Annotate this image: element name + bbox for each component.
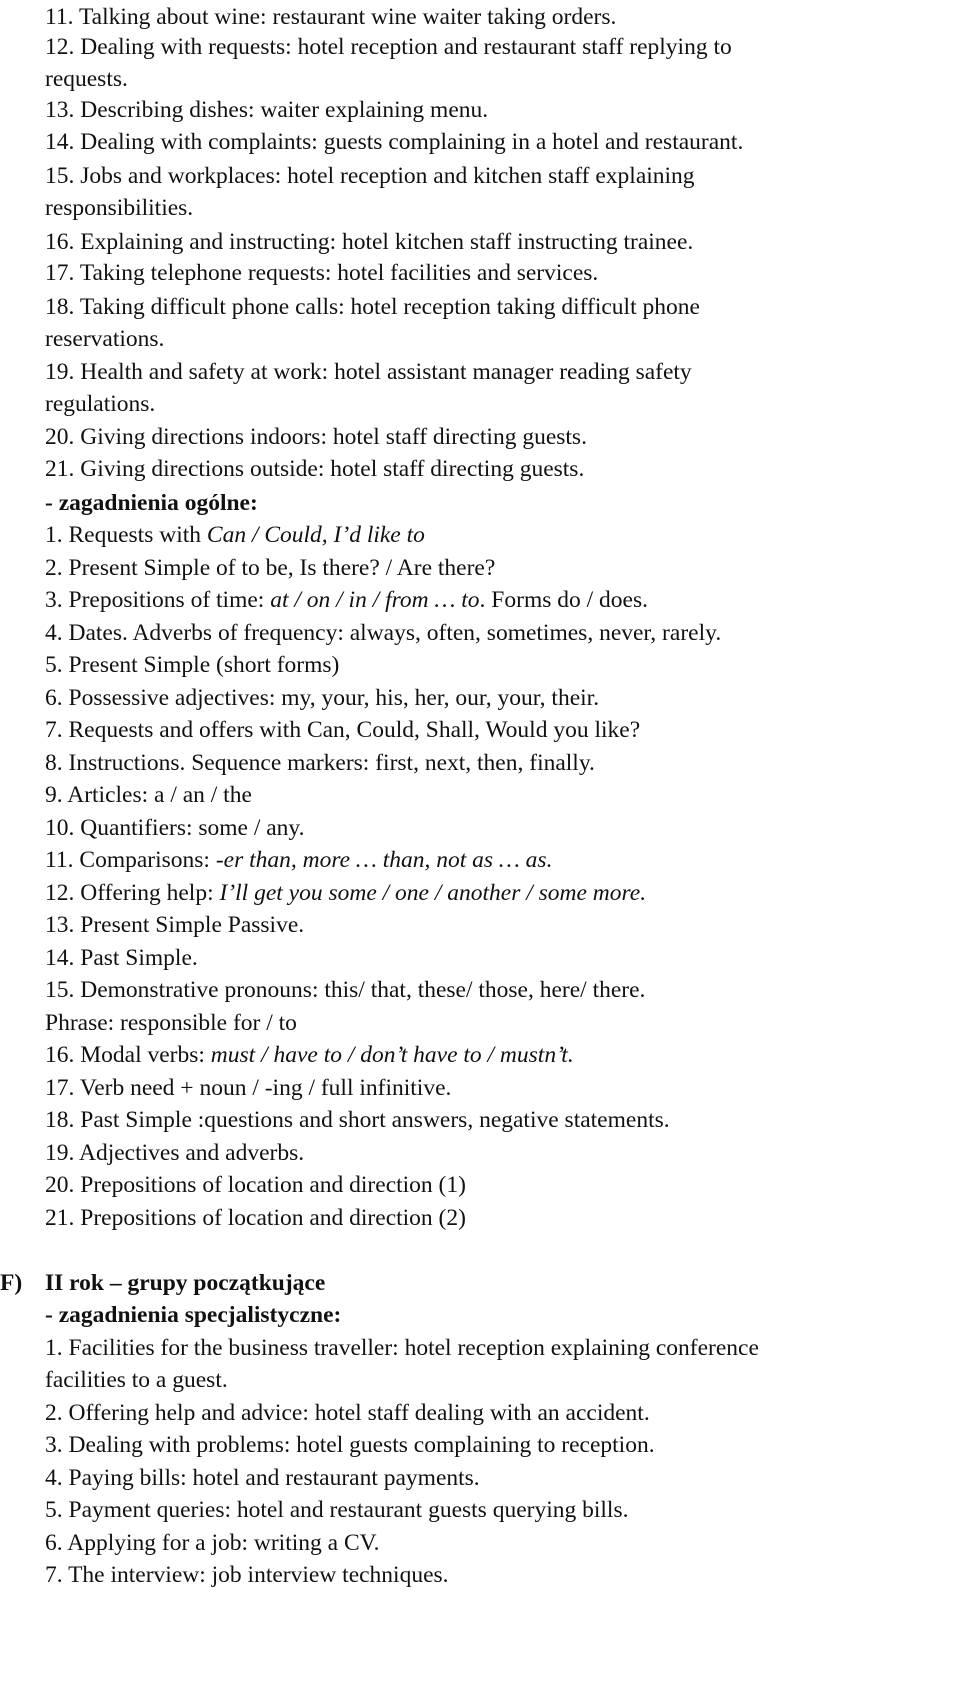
list-item: 19. Adjectives and adverbs. xyxy=(45,1140,305,1166)
list-item: 15. Demonstrative pronouns: this/ that, these/ those, here/ there. xyxy=(45,977,646,1003)
list-item: 20. Giving directions indoors: hotel staff directing guests. xyxy=(45,424,587,450)
list-item: 3. Dealing with problems: hotel guests complaining to reception. xyxy=(45,1432,655,1458)
list-item: 16. Explaining and instructing: hotel kitchen staff instructing trainee. xyxy=(45,229,694,255)
list-item: 14. Past Simple. xyxy=(45,945,198,971)
section-subheading: - zagadnienia ogólne: xyxy=(45,490,258,516)
list-item: 4. Paying bills: hotel and restaurant payments. xyxy=(45,1465,480,1491)
list-item: 13. Describing dishes: waiter explaining menu. xyxy=(45,97,489,123)
list-item: 5. Payment queries: hotel and restaurant guests querying bills. xyxy=(45,1497,629,1523)
list-item: 3. Prepositions of time: at / on / in / from … to. Forms do / does. xyxy=(45,587,648,613)
list-item-continuation: regulations. xyxy=(45,391,156,417)
list-item: 14. Dealing with complaints: guests complaining in a hotel and restaurant. xyxy=(45,129,744,155)
list-item: 11. Talking about wine: restaurant wine waiter taking orders. xyxy=(45,4,617,30)
section-title: II rok – grupy początkujące xyxy=(45,1270,326,1296)
list-item: 21. Prepositions of location and direction (2) xyxy=(45,1205,466,1231)
list-item-continuation: responsibilities. xyxy=(45,195,194,221)
list-item: 13. Present Simple Passive. xyxy=(45,912,305,938)
list-item: 1. Facilities for the business traveller: hotel reception explaining conference xyxy=(45,1335,759,1361)
list-item-continuation: facilities to a guest. xyxy=(45,1367,228,1393)
list-item: 17. Verb need + noun / -ing / full infinitive. xyxy=(45,1075,452,1101)
list-item: 21. Giving directions outside: hotel staff directing guests. xyxy=(45,456,585,482)
list-item: 20. Prepositions of location and direction (1) xyxy=(45,1172,466,1198)
section-subheading: - zagadnienia specjalistyczne: xyxy=(45,1302,342,1328)
list-item: 2. Present Simple of to be, Is there? / Are there? xyxy=(45,555,496,581)
list-item: 11. Comparisons: -er than, more … than, not as … as. xyxy=(45,847,553,873)
list-item-continuation: reservations. xyxy=(45,326,165,352)
phrase-note: Phrase: responsible for / to xyxy=(45,1010,297,1036)
list-item: 17. Taking telephone requests: hotel facilities and services. xyxy=(45,260,599,286)
list-item: 2. Offering help and advice: hotel staff dealing with an accident. xyxy=(45,1400,650,1426)
list-item: 9. Articles: a / an / the xyxy=(45,782,252,808)
list-item: 1. Requests with Can / Could, I’d like to xyxy=(45,522,425,548)
list-item: 10. Quantifiers: some / any. xyxy=(45,815,305,841)
list-item: 6. Applying for a job: writing a CV. xyxy=(45,1530,380,1556)
list-item-continuation: requests. xyxy=(45,66,128,92)
list-item: 7. The interview: job interview techniques. xyxy=(45,1562,449,1588)
list-item: 19. Health and safety at work: hotel assistant manager reading safety xyxy=(45,359,692,385)
list-item: 18. Taking difficult phone calls: hotel reception taking difficult phone xyxy=(45,294,700,320)
section-marker: F) xyxy=(0,1270,23,1296)
list-item: 8. Instructions. Sequence markers: first, next, then, finally. xyxy=(45,750,595,776)
list-item: 5. Present Simple (short forms) xyxy=(45,652,340,678)
list-item: 7. Requests and offers with Can, Could, Shall, Would you like? xyxy=(45,717,641,743)
list-item: 15. Jobs and workplaces: hotel reception and kitchen staff explaining xyxy=(45,163,695,189)
list-item: 6. Possessive adjectives: my, your, his, her, our, your, their. xyxy=(45,685,600,711)
list-item: 18. Past Simple :questions and short answers, negative statements. xyxy=(45,1107,670,1133)
list-item: 12. Dealing with requests: hotel reception and restaurant staff replying to xyxy=(45,34,732,60)
list-item: 12. Offering help: I’ll get you some / one / another / some more. xyxy=(45,880,647,906)
list-item: 4. Dates. Adverbs of frequency: always, often, sometimes, never, rarely. xyxy=(45,620,722,646)
list-item: 16. Modal verbs: must / have to / don’t have to / mustn’t. xyxy=(45,1042,574,1068)
